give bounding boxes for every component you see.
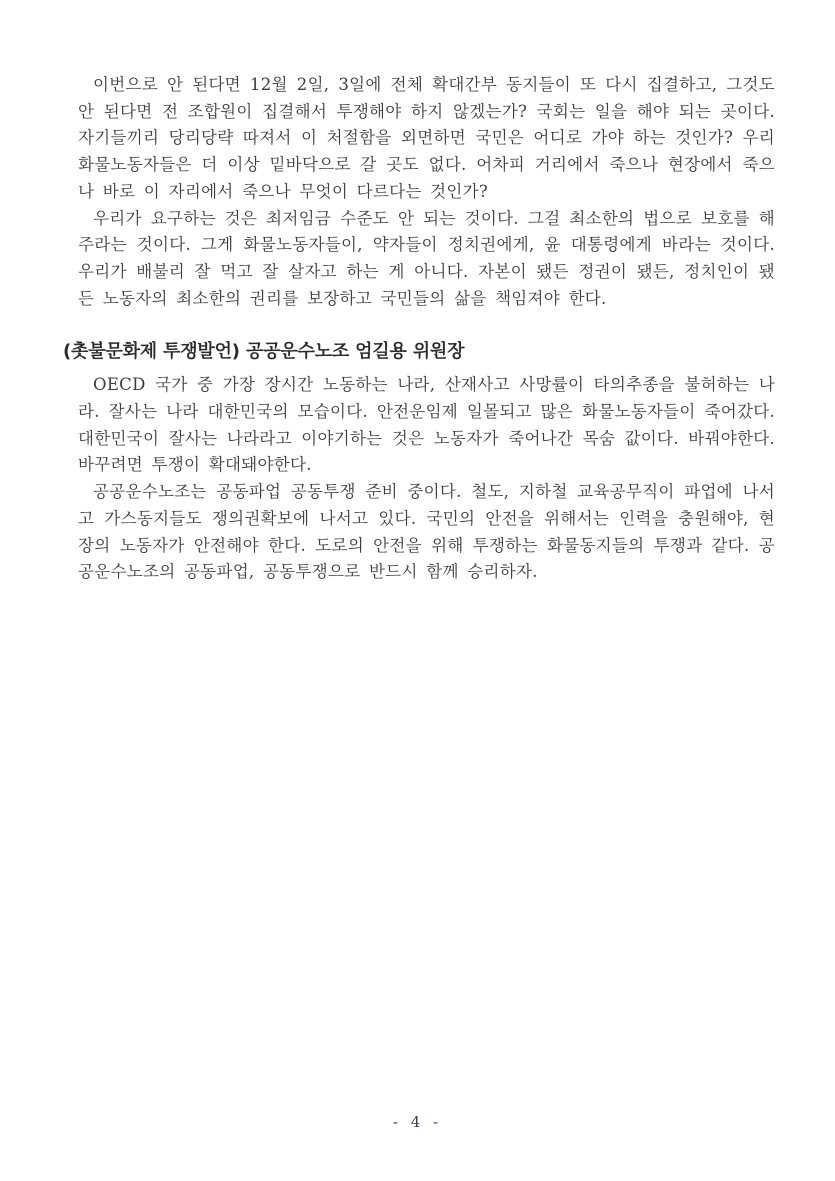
document-content [63, 72, 775, 586]
paragraph-section-2: 공공운수노조는 공동파업 공동투쟁 준비 중이다. 철도, 지하철 교육공무직이 파업에 나서고 가스동지들도 쟁의권확보에 나서고 있다. 국민의 안전을 위해서는 인력을 충원해야, 현장의 노동자가 안전해야 한다. 도로의 안전을 위해 투쟁하는 화물동지들의 투쟁과 같다. 공공운수노조의 공동파업, 공동투쟁으로 반드시 함께 승리하자. [78, 482, 775, 582]
paragraph-speech-2: 우리가 요구하는 것은 최저임금 수준도 안 되는 것이다. 그걸 최소한의 법으로 보호를 해주라는 것이다. 그게 화물노동자들이, 약자들이 정치권에게, 윤 대통령에게 바라는 것이다. 우리가 배불리 잘 먹고 잘 살자고 하는 게 아니다. 자본이 됐든 정권이 됐든, 정치인이 됐든 노동자의 최소한의 권리를 보장하고 국민들의 삶을 책임져야 한다. [78, 208, 775, 308]
paragraph-speech-1: 이번으로 안 된다면 12월 2일, 3일에 전체 확대간부 동지들이 또 다시 집결하고, 그것도 안 된다면 전 조합원이 집결해서 투쟁해야 하지 않겠는가? 국회는 일을 해야 되는 곳이다. 자기들끼리 당리당략 따져서 이 처절함을 외면하면 국민은 어디로 가야 하는 것인가? 우리 화물노동자들은 더 이상 밑바닥으로 갈 곳도 없다. 어차피 거리에서 죽으나 현장에서 죽으나 바로 이 자리에서 죽으나 무엇이 다르다는 것인가? [78, 75, 775, 201]
paragraph-section-1: OECD 국가 중 가장 장시간 노동하는 나라, 산재사고 사망률이 타의추종을 불허하는 나라. 잘사는 나라 대한민국의 모습이다. 안전운임제 일몰되고 많은 화물노동자들이 죽어갔다. 대한민국이 잘사는 나라라고 이야기하는 것은 노동자가 죽어나간 목숨 값이다. 바꿔야한다. 바꾸려면 투쟁이 확대돼야한다. [78, 375, 775, 475]
page-number: - 4 - [392, 1113, 443, 1131]
section-heading-candlelight-speech: (촛불문화제 투쟁발언) 공공운수노조 엄길용 위원장 [63, 341, 465, 363]
